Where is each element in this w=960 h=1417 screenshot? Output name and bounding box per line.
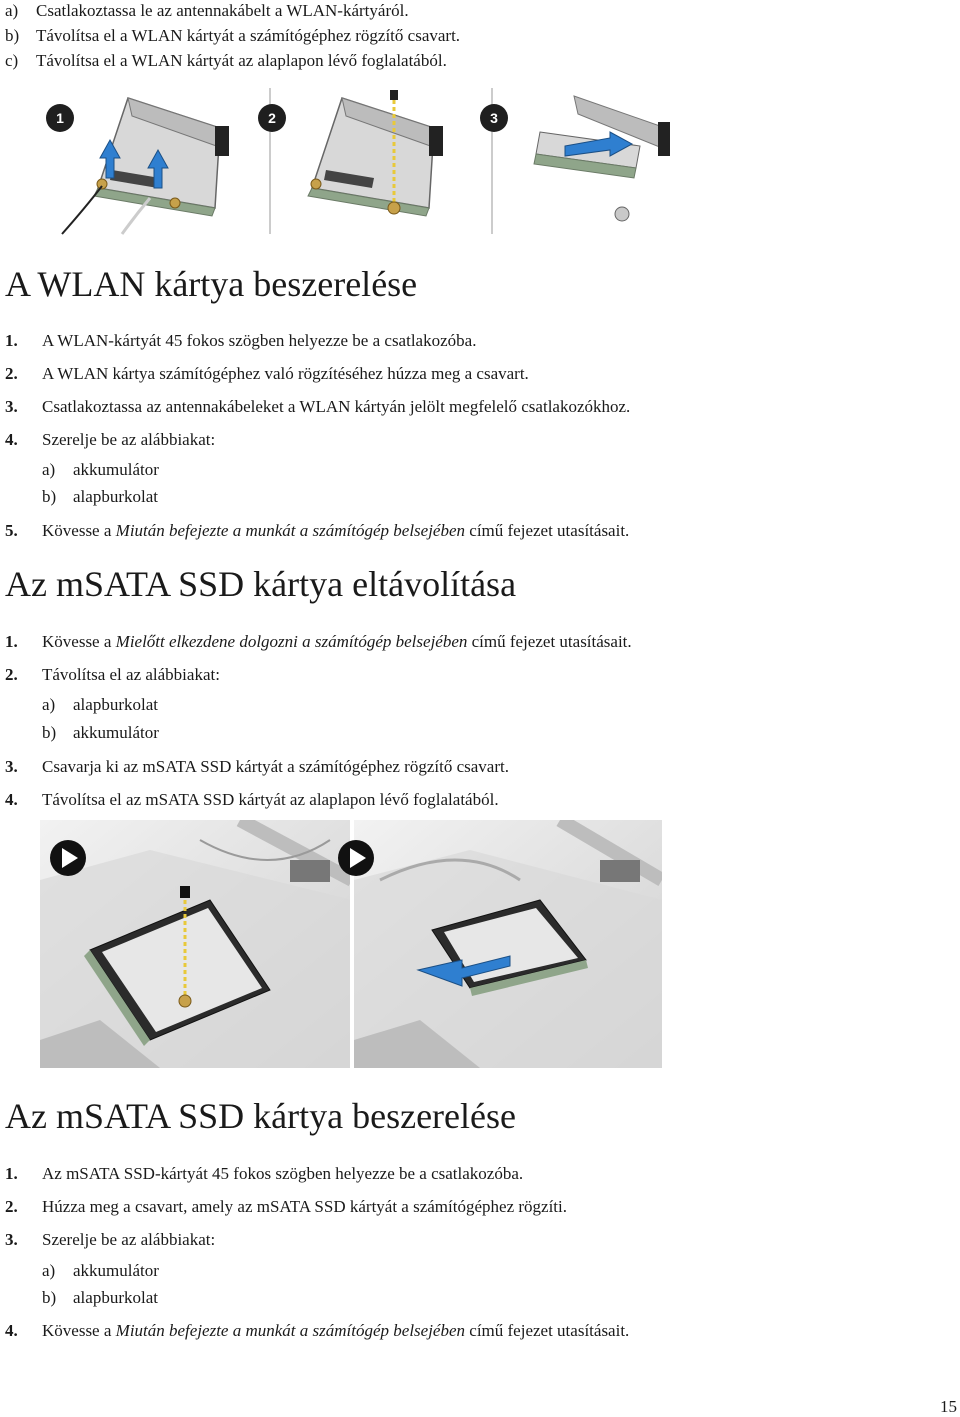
step-number: 5.	[5, 521, 18, 540]
list-marker: b)	[42, 487, 57, 506]
step-text: Az mSATA SSD-kártyát 45 fokos szögben helyezze be a csatlakozóba.	[42, 1164, 524, 1183]
step-text: Kövesse a	[42, 632, 116, 651]
step-text: Szerelje be az alábbiakat:	[42, 1230, 216, 1249]
sub-list-item	[42, 1260, 159, 1282]
step-text: A WLAN kártya számítógéphez való rögzítéséhez húzza meg a csavart.	[42, 364, 529, 383]
step-text: Távolítsa el az mSATA SSD kártyát az alaplapon lévő foglalatából.	[42, 790, 499, 809]
step-text: A WLAN-kártyát 45 fokos szögben helyezze be a csatlakozóba.	[42, 331, 477, 350]
step-number: 2.	[5, 1197, 18, 1216]
list-marker: a)	[5, 1, 19, 20]
step-badge-label: 2	[268, 110, 276, 126]
page-number: 15	[940, 1397, 957, 1416]
list-item-text: alapburkolat	[73, 695, 158, 714]
list-item-text: alapburkolat	[73, 487, 158, 506]
step-number: 2.	[5, 364, 18, 383]
step-text: Húzza meg a csavart, amely az mSATA SSD kártyát a számítógéphez rögzíti.	[42, 1197, 567, 1216]
list-item	[5, 520, 629, 542]
step-number: 3.	[5, 1230, 18, 1249]
list-item	[5, 25, 460, 47]
list-item-text: akkumulátor	[73, 723, 159, 742]
list-marker: b)	[42, 1288, 57, 1307]
list-item	[5, 0, 409, 22]
list-item	[5, 363, 529, 385]
msata-panel-1	[40, 820, 352, 1068]
wlan-panel-3	[480, 96, 670, 221]
sub-list-item	[42, 1287, 158, 1309]
list-marker: b)	[5, 26, 20, 45]
list-marker: a)	[42, 460, 56, 479]
chapter-reference: Miután befejezte a munkát a számítógép belsejében	[115, 1321, 466, 1340]
list-item	[5, 429, 215, 451]
list-item	[5, 1229, 215, 1251]
step-number: 2.	[5, 665, 18, 684]
step-number: 1.	[5, 1164, 18, 1183]
list-item-text: akkumulátor	[73, 460, 159, 479]
wlan-panel-1	[46, 98, 229, 234]
step-badge-label: 3	[490, 110, 498, 126]
step-text: Távolítsa el az alábbiakat:	[42, 665, 220, 684]
step-number: 4.	[5, 430, 18, 449]
list-marker: c)	[5, 51, 19, 70]
list-marker: a)	[42, 695, 56, 714]
list-marker: a)	[42, 1261, 56, 1280]
list-item-text: akkumulátor	[73, 1261, 159, 1280]
step-text: Kövesse a	[42, 521, 116, 540]
sub-list-item	[42, 722, 159, 744]
list-item	[5, 330, 476, 352]
list-item	[5, 1196, 567, 1218]
list-item	[5, 664, 220, 686]
list-marker: b)	[42, 723, 57, 742]
list-item	[5, 789, 499, 811]
step-text: című fejezet utasításait.	[465, 521, 630, 540]
step-number: 1.	[5, 632, 18, 651]
step-number: 3.	[5, 757, 18, 776]
step-number: 4.	[5, 1321, 18, 1340]
step-text: Szerelje be az alábbiakat:	[42, 430, 216, 449]
sub-list-item	[42, 694, 158, 716]
list-item-text: alapburkolat	[73, 1288, 158, 1307]
list-item	[5, 1163, 523, 1185]
msata-panel-2	[338, 820, 662, 1068]
step-badge-label: 1	[56, 110, 64, 126]
chapter-reference: Mielőtt elkezdene dolgozni a számítógép belsejében	[115, 632, 468, 651]
step-text: Csavarja ki az mSATA SSD kártyát a számítógéphez rögzítő csavart.	[42, 757, 509, 776]
step-text: című fejezet utasításait.	[465, 1321, 630, 1340]
step-number: 4.	[5, 790, 18, 809]
msata-removal-figure	[40, 820, 662, 1068]
list-item	[5, 631, 632, 653]
wlan-panel-2	[258, 90, 443, 216]
list-item	[5, 50, 447, 72]
step-number: 1.	[5, 331, 18, 350]
list-item	[5, 396, 630, 418]
section-heading: Az mSATA SSD kártya eltávolítása	[5, 564, 517, 604]
sub-list-item	[42, 486, 158, 508]
section-heading: A WLAN kártya beszerelése	[5, 264, 418, 304]
chapter-reference: Miután befejezte a munkát a számítógép belsejében	[115, 521, 466, 540]
list-item-text: Távolítsa el a WLAN kártyát az alaplapon lévő foglalatából.	[36, 51, 447, 70]
step-text: Kövesse a	[42, 1321, 116, 1340]
step-text: Csatlakoztassa az antennakábeleket a WLAN kártyán jelölt megfelelő csatlakozókhoz.	[42, 397, 631, 416]
list-item-text: Csatlakoztassa le az antennakábelt a WLAN-kártyáról.	[36, 1, 409, 20]
list-item	[5, 756, 509, 778]
section-heading: Az mSATA SSD kártya beszerelése	[5, 1096, 516, 1136]
step-number: 3.	[5, 397, 18, 416]
wlan-removal-figure	[40, 88, 720, 236]
list-item-text: Távolítsa el a WLAN kártyát a számítógéphez rögzítő csavart.	[36, 26, 461, 45]
list-item	[5, 1320, 629, 1342]
sub-list-item	[42, 459, 159, 481]
step-text: című fejezet utasításait.	[467, 632, 632, 651]
